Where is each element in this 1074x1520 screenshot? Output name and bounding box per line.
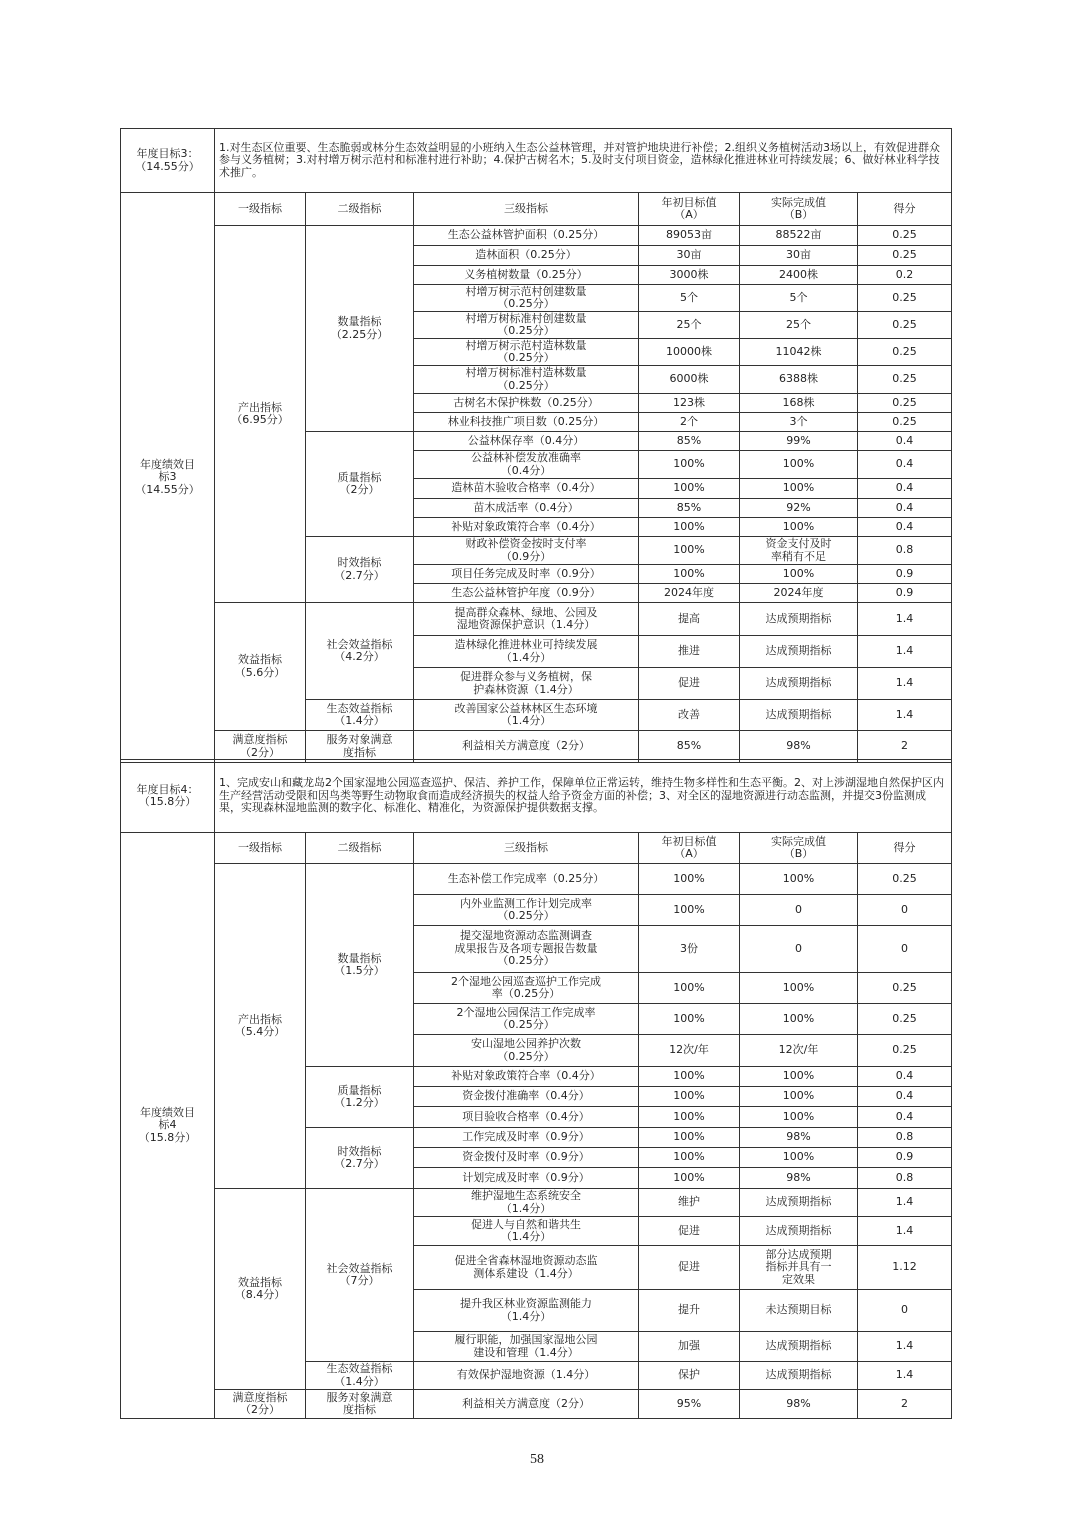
level1-indicator: 效益指标 （5.6分）	[215, 603, 306, 731]
score-value: 1.4	[858, 1332, 952, 1362]
score-value: 0.2	[858, 266, 952, 285]
header-level1: 一级指标	[215, 193, 306, 226]
target-value: 85%	[639, 731, 740, 763]
header-level2: 二级指标	[306, 833, 414, 864]
header-level1: 一级指标	[215, 833, 306, 864]
score-value: 0.25	[858, 339, 952, 366]
level2-indicator: 社会效益指标 （7分）	[306, 1189, 414, 1362]
level3-indicator: 村增万树示范村造林数量 （0.25分）	[414, 339, 639, 366]
level1-indicator: 产出指标 （5.4分）	[215, 864, 306, 1189]
target-value: 提升	[639, 1290, 740, 1332]
score-value: 0.9	[858, 565, 952, 584]
table-row	[121, 731, 952, 763]
level3-indicator: 提升我区林业资源监测能力 （1.4分）	[414, 1290, 639, 1332]
target-value: 85%	[639, 432, 740, 451]
score-value: 0.4	[858, 479, 952, 499]
level3-indicator: 林业科技推广项目数（0.25分）	[414, 413, 639, 432]
level3-indicator: 项目验收合格率（0.4分）	[414, 1107, 639, 1128]
goal-label: 年度目标4： （15.8分）	[121, 760, 215, 833]
level2-indicator: 社会效益指标 （4.2分）	[306, 603, 414, 700]
level3-indicator: 公益林补偿发放准确率 （0.4分）	[414, 451, 639, 479]
table-row	[121, 1390, 952, 1419]
level3-indicator: 促进群众参与义务植树，保 护森林资源（1.4分）	[414, 668, 639, 700]
actual-value: 100%	[740, 565, 858, 584]
actual-value: 92%	[740, 499, 858, 518]
actual-value: 资金支付及时 率稍有不足	[740, 537, 858, 565]
actual-value: 25个	[740, 312, 858, 339]
level1-indicator: 效益指标 （8.4分）	[215, 1189, 306, 1390]
level3-indicator: 古树名木保护株数（0.25分）	[414, 394, 639, 413]
level2-indicator: 质量指标 （2分）	[306, 432, 414, 537]
score-value: 1.12	[858, 1246, 952, 1290]
score-value: 0.25	[858, 246, 952, 266]
level3-indicator: 造林绿化推进林业可持续发展 （1.4分）	[414, 636, 639, 668]
level3-indicator: 改善国家公益林林区生态环境 （1.4分）	[414, 700, 639, 731]
actual-value: 100%	[740, 1067, 858, 1087]
level3-indicator: 义务植树数量（0.25分）	[414, 266, 639, 285]
level3-indicator: 生态公益林管护年度（0.9分）	[414, 584, 639, 603]
actual-value: 0	[740, 926, 858, 973]
level3-indicator: 生态公益林管护面积（0.25分）	[414, 226, 639, 246]
table-row	[121, 864, 952, 895]
target-value: 促进	[639, 668, 740, 700]
target-value: 推进	[639, 636, 740, 668]
performance-table-goal-3	[120, 128, 952, 763]
score-value: 0.9	[858, 1148, 952, 1168]
goal-row	[121, 129, 952, 193]
target-value: 6000株	[639, 366, 740, 394]
target-value: 3份	[639, 926, 740, 973]
level3-indicator: 补贴对象政策符合率（0.4分）	[414, 1067, 639, 1087]
header-level2: 二级指标	[306, 193, 414, 226]
target-value: 100%	[639, 1148, 740, 1168]
score-value: 1.4	[858, 1217, 952, 1246]
goal-row	[121, 760, 952, 833]
level2-indicator: 生态效益指标 （1.4分）	[306, 1362, 414, 1390]
target-value: 100%	[639, 1004, 740, 1035]
level2-indicator: 时效指标 （2.7分）	[306, 1128, 414, 1189]
target-value: 保护	[639, 1362, 740, 1390]
target-value: 100%	[639, 451, 740, 479]
score-value: 0.8	[858, 537, 952, 565]
actual-value: 98%	[740, 1390, 858, 1419]
score-value: 1.4	[858, 1189, 952, 1217]
target-value: 2个	[639, 413, 740, 432]
target-value: 89053亩	[639, 226, 740, 246]
target-value: 100%	[639, 1128, 740, 1148]
target-value: 2024年度	[639, 584, 740, 603]
actual-value: 98%	[740, 731, 858, 763]
actual-value: 88522亩	[740, 226, 858, 246]
score-value: 0.25	[858, 864, 952, 895]
level2-indicator: 服务对象满意 度指标	[306, 1390, 414, 1419]
header-score: 得分	[858, 833, 952, 864]
target-value: 12次/年	[639, 1035, 740, 1067]
actual-value: 98%	[740, 1168, 858, 1189]
level3-indicator: 资金拨付及时率（0.9分）	[414, 1148, 639, 1168]
actual-value: 达成预期指标	[740, 1217, 858, 1246]
level3-indicator: 利益相关方满意度（2分）	[414, 731, 639, 763]
level3-indicator: 苗木成活率（0.4分）	[414, 499, 639, 518]
level1-indicator: 满意度指标 （2分）	[215, 1390, 306, 1419]
score-value: 0.25	[858, 1035, 952, 1067]
level3-indicator: 有效保护湿地资源（1.4分）	[414, 1362, 639, 1390]
page-number: 58	[530, 1452, 544, 1467]
score-value: 0.25	[858, 413, 952, 432]
actual-value: 100%	[740, 1087, 858, 1107]
actual-value: 部分达成预期 指标并具有一 定效果	[740, 1246, 858, 1290]
actual-value: 100%	[740, 479, 858, 499]
level2-indicator: 数量指标 （1.5分）	[306, 864, 414, 1067]
score-value: 0.8	[858, 1168, 952, 1189]
level1-indicator: 满意度指标 （2分）	[215, 731, 306, 763]
header-level3: 三级指标	[414, 833, 639, 864]
score-value: 2	[858, 1390, 952, 1419]
actual-value: 2400株	[740, 266, 858, 285]
level3-indicator: 财政补偿资金按时支付率 （0.9分）	[414, 537, 639, 565]
target-value: 100%	[639, 1107, 740, 1128]
actual-value: 3个	[740, 413, 858, 432]
target-value: 3000株	[639, 266, 740, 285]
target-value: 维护	[639, 1189, 740, 1217]
actual-value: 2024年度	[740, 584, 858, 603]
score-value: 0.4	[858, 451, 952, 479]
performance-table-goal-4	[120, 759, 952, 1419]
level3-indicator: 促进全省森林湿地资源动态监 测体系建设（1.4分）	[414, 1246, 639, 1290]
actual-value: 100%	[740, 1004, 858, 1035]
level3-indicator: 履行职能，加强国家湿地公园 建设和管理（1.4分）	[414, 1332, 639, 1362]
score-value: 0.25	[858, 312, 952, 339]
level3-indicator: 2个湿地公园巡查巡护工作完成 率（0.25分）	[414, 973, 639, 1004]
score-value: 0.25	[858, 366, 952, 394]
level3-indicator: 内外业监测工作计划完成率 （0.25分）	[414, 895, 639, 926]
actual-value: 0	[740, 895, 858, 926]
target-value: 123株	[639, 394, 740, 413]
score-value: 0.25	[858, 285, 952, 312]
score-value: 0	[858, 895, 952, 926]
header-score: 得分	[858, 193, 952, 226]
goal-label: 年度目标3： （14.55分）	[121, 129, 215, 193]
score-value: 0.25	[858, 1004, 952, 1035]
level3-indicator: 利益相关方满意度（2分）	[414, 1390, 639, 1419]
header-row	[121, 833, 952, 864]
score-value: 0.4	[858, 1087, 952, 1107]
level3-indicator: 提高群众森林、绿地、公园及 湿地资源保护意识（1.4分）	[414, 603, 639, 636]
score-value: 1.4	[858, 603, 952, 636]
actual-value: 达成预期指标	[740, 1189, 858, 1217]
actual-value: 168株	[740, 394, 858, 413]
score-value: 1.4	[858, 700, 952, 731]
target-value: 提高	[639, 603, 740, 636]
actual-value: 100%	[740, 518, 858, 537]
target-value: 95%	[639, 1390, 740, 1419]
level3-indicator: 2个湿地公园保洁工作完成率 （0.25分）	[414, 1004, 639, 1035]
header-level3: 三级指标	[414, 193, 639, 226]
level3-indicator: 项目任务完成及时率（0.9分）	[414, 565, 639, 584]
level3-indicator: 村增万树标准村创建数量 （0.25分）	[414, 312, 639, 339]
header-target-value: 年初目标值 （A）	[639, 833, 740, 864]
level3-indicator: 村增万树标准村造林数量 （0.25分）	[414, 366, 639, 394]
score-value: 0.4	[858, 499, 952, 518]
score-value: 0.4	[858, 1067, 952, 1087]
actual-value: 100%	[740, 451, 858, 479]
level2-indicator: 时效指标 （2.7分）	[306, 537, 414, 603]
actual-value: 100%	[740, 973, 858, 1004]
score-value: 0.4	[858, 432, 952, 451]
score-value: 1.4	[858, 636, 952, 668]
target-value: 100%	[639, 1067, 740, 1087]
level3-indicator: 促进人与自然和谐共生 （1.4分）	[414, 1217, 639, 1246]
level3-indicator: 补贴对象政策符合率（0.4分）	[414, 518, 639, 537]
target-value: 促进	[639, 1246, 740, 1290]
header-actual-value: 实际完成值 （B）	[740, 193, 858, 226]
target-value: 30亩	[639, 246, 740, 266]
actual-value: 98%	[740, 1128, 858, 1148]
score-value: 0.9	[858, 584, 952, 603]
header-target-value: 年初目标值 （A）	[639, 193, 740, 226]
actual-value: 5个	[740, 285, 858, 312]
actual-value: 达成预期指标	[740, 1332, 858, 1362]
table-row	[121, 1189, 952, 1217]
actual-value: 达成预期指标	[740, 1362, 858, 1390]
header-row	[121, 193, 952, 226]
actual-value: 达成预期指标	[740, 636, 858, 668]
score-value: 0.25	[858, 394, 952, 413]
performance-goal-label: 年度绩效目 标3 （14.55分）	[121, 193, 215, 763]
target-value: 100%	[639, 864, 740, 895]
score-value: 0.8	[858, 1128, 952, 1148]
actual-value: 99%	[740, 432, 858, 451]
target-value: 100%	[639, 537, 740, 565]
level2-indicator: 数量指标 （2.25分）	[306, 226, 414, 432]
level3-indicator: 生态补偿工作完成率（0.25分）	[414, 864, 639, 895]
actual-value: 达成预期指标	[740, 700, 858, 731]
target-value: 改善	[639, 700, 740, 731]
target-value: 5个	[639, 285, 740, 312]
target-value: 25个	[639, 312, 740, 339]
target-value: 100%	[639, 479, 740, 499]
level3-indicator: 计划完成及时率（0.9分）	[414, 1168, 639, 1189]
actual-value: 100%	[740, 864, 858, 895]
score-value: 0.25	[858, 973, 952, 1004]
table-row	[121, 603, 952, 636]
level2-indicator: 服务对象满意 度指标	[306, 731, 414, 763]
score-value: 0.4	[858, 518, 952, 537]
goal-description: 1.对生态区位重要、生态脆弱或林分生态效益明显的小班纳入生态公益林管理，并对管护地块进行补偿；2.组织义务植树活动3场以上，有效促进群众参与义务植树；3.对村增万树示范村和标准村进行补助；4.保护古树名木；5.及时支付项目资金，造林绿化推进林业可持续发展；6、做好林业科学技术推广。	[215, 129, 952, 193]
level3-indicator: 工作完成及时率（0.9分）	[414, 1128, 639, 1148]
level3-indicator: 造林面积（0.25分）	[414, 246, 639, 266]
actual-value: 100%	[740, 1107, 858, 1128]
table-row	[121, 226, 952, 246]
target-value: 100%	[639, 973, 740, 1004]
header-actual-value: 实际完成值 （B）	[740, 833, 858, 864]
actual-value: 100%	[740, 1148, 858, 1168]
target-value: 10000株	[639, 339, 740, 366]
level3-indicator: 村增万树示范村创建数量 （0.25分）	[414, 285, 639, 312]
score-value: 0	[858, 1290, 952, 1332]
level2-indicator: 质量指标 （1.2分）	[306, 1067, 414, 1128]
target-value: 85%	[639, 499, 740, 518]
level3-indicator: 造林苗木验收合格率（0.4分）	[414, 479, 639, 499]
score-value: 2	[858, 731, 952, 763]
score-value: 0.25	[858, 226, 952, 246]
score-value: 1.4	[858, 668, 952, 700]
target-value: 促进	[639, 1217, 740, 1246]
actual-value: 12次/年	[740, 1035, 858, 1067]
level2-indicator: 生态效益指标 （1.4分）	[306, 700, 414, 731]
score-value: 0	[858, 926, 952, 973]
level3-indicator: 资金拨付准确率（0.4分）	[414, 1087, 639, 1107]
target-value: 100%	[639, 1168, 740, 1189]
target-value: 100%	[639, 895, 740, 926]
level3-indicator: 安山湿地公园养护次数 （0.25分）	[414, 1035, 639, 1067]
level3-indicator: 提交湿地资源动态监测调查 成果报告及各项专题报告数量 （0.25分）	[414, 926, 639, 973]
level1-indicator: 产出指标 （6.95分）	[215, 226, 306, 603]
goal-description: 1、完成安山和藏龙岛2个国家湿地公园巡查巡护、保洁、养护工作，保障单位正常运转，维持生物多样性和生态平衡。2、对上涉湖湿地自然保护区内生产经营活动受限和因鸟类等野生动物取食而造成经济损失的权益人给予资金方面的补偿；3、对全区的湿地资源进行动态监测，并提交3份监测成果，实现森林湿地监测的数字化、标准化、精准化，为资源保护提供数据支撑。	[215, 760, 952, 833]
actual-value: 达成预期指标	[740, 668, 858, 700]
performance-goal-label: 年度绩效目 标4 （15.8分）	[121, 833, 215, 1419]
level3-indicator: 公益林保存率（0.4分）	[414, 432, 639, 451]
actual-value: 11042株	[740, 339, 858, 366]
actual-value: 30亩	[740, 246, 858, 266]
actual-value: 未达预期目标	[740, 1290, 858, 1332]
target-value: 100%	[639, 1087, 740, 1107]
actual-value: 达成预期指标	[740, 603, 858, 636]
actual-value: 6388株	[740, 366, 858, 394]
level3-indicator: 维护湿地生态系统安全 （1.4分）	[414, 1189, 639, 1217]
target-value: 加强	[639, 1332, 740, 1362]
target-value: 100%	[639, 518, 740, 537]
score-value: 0.4	[858, 1107, 952, 1128]
target-value: 100%	[639, 565, 740, 584]
score-value: 1.4	[858, 1362, 952, 1390]
